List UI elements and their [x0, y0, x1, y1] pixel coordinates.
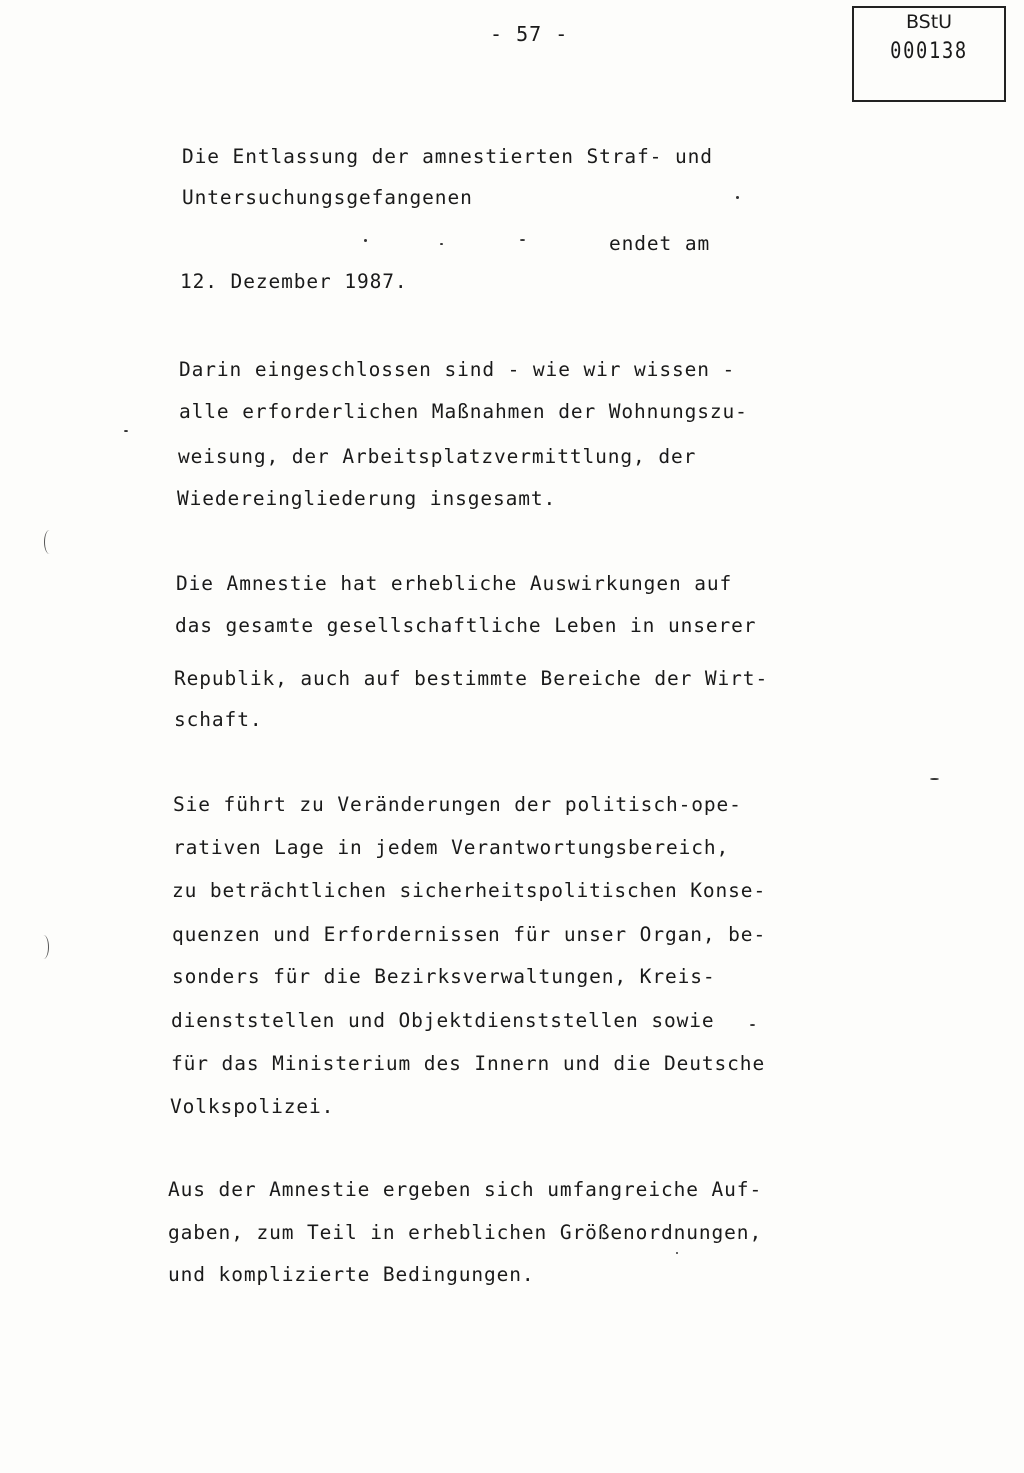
text-line: Volkspolizei.	[170, 1095, 335, 1118]
text-line: endet am	[609, 232, 711, 255]
text-line: Darin eingeschlossen sind - wie wir wissen -	[179, 358, 736, 381]
text-line: 12. Dezember 1987.	[180, 270, 408, 293]
scan-artifact	[750, 1024, 755, 1026]
page-number: - 57 -	[490, 22, 569, 46]
scan-artifact	[44, 530, 55, 554]
scan-artifact	[124, 430, 128, 432]
scan-artifact	[736, 196, 739, 199]
archive-number: 000138	[890, 39, 968, 64]
archive-label: BStU	[905, 11, 953, 33]
text-line: sonders für die Bezirksverwaltungen, Kreis-	[172, 965, 716, 988]
scan-artifact	[930, 778, 939, 780]
text-line: rativen Lage in jedem Verantwortungsbereich,	[173, 836, 730, 859]
scan-artifact	[38, 935, 49, 959]
text-line: Aus der Amnestie ergeben sich umfangreiche Auf-	[168, 1178, 763, 1201]
text-line: zu beträchtlichen sicherheitspolitischen Konse-	[172, 879, 767, 902]
text-line: Sie führt zu Veränderungen der politisch-ope-	[173, 793, 742, 816]
scan-artifact	[364, 239, 367, 242]
scan-artifact	[520, 239, 525, 241]
text-line: das gesamte gesellschaftliche Leben in unserer	[175, 614, 757, 637]
text-line: schaft.	[174, 708, 263, 731]
text-line: für das Ministerium des Innern und die Deutsche	[171, 1052, 766, 1075]
text-line: Untersuchungsgefangenen	[182, 186, 473, 209]
text-line: alle erforderlichen Maßnahmen der Wohnungszu-	[179, 400, 748, 423]
scan-artifact	[676, 1252, 678, 1254]
text-line: quenzen und Erfordernissen für unser Organ, be-	[172, 923, 767, 946]
text-line: Die Amnestie hat erhebliche Auswirkungen auf	[176, 572, 733, 595]
text-line: weisung, der Arbeitsplatzvermittlung, der	[178, 445, 697, 468]
text-line: Wiedereingliederung insgesamt.	[177, 487, 557, 510]
text-line: gaben, zum Teil in erheblichen Größenordnungen,	[168, 1221, 763, 1244]
text-line: Republik, auch auf bestimmte Bereiche der Wirt-	[174, 667, 769, 690]
archive-stamp	[852, 6, 1006, 102]
text-line: und komplizierte Bedingungen.	[168, 1263, 535, 1286]
text-line: Die Entlassung der amnestierten Straf- und	[182, 145, 713, 168]
text-line: dienststellen und Objektdienststellen sowie	[171, 1009, 715, 1032]
scan-artifact	[440, 243, 443, 245]
